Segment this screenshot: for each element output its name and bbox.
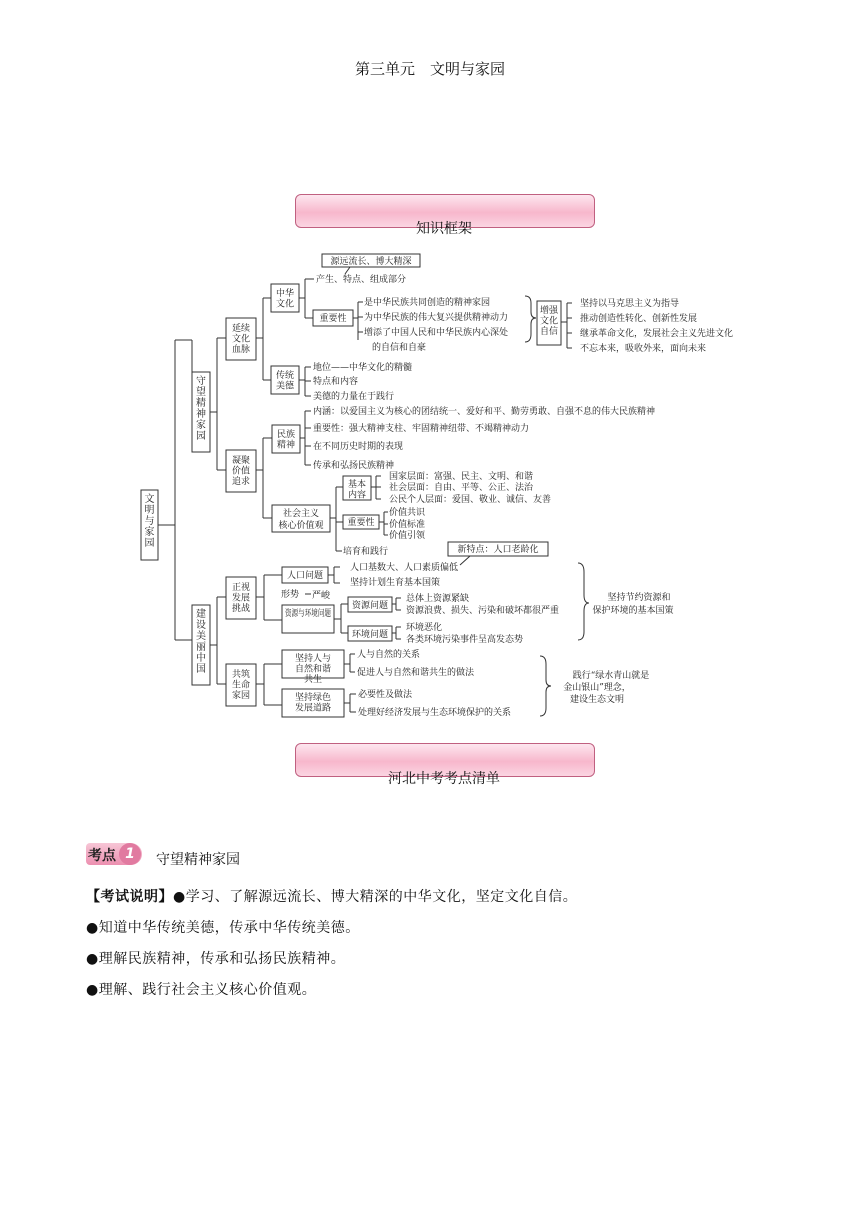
root-label: 文明与家园 xyxy=(144,494,155,549)
zh-note: 源远流长、博大精深 xyxy=(330,257,412,267)
basic-item-1: 国家层面：富强、民主、文明、和谐 xyxy=(389,472,534,482)
sh-label-1: 社会主义 xyxy=(282,509,320,519)
res-env-label: 资源与环境问题 xyxy=(285,609,349,619)
gz-practice-1: 践行“绿水青山就是 xyxy=(572,671,650,681)
green-item-1: 必要性及做法 xyxy=(358,690,413,700)
res-item-1: 总体上资源紧缺 xyxy=(406,594,470,604)
harmony-item-1: 人与自然的关系 xyxy=(357,650,421,660)
pop-item-2: 坚持计划生育基本国策 xyxy=(350,578,441,588)
zh-imp-4: 的自信和自豪 xyxy=(372,343,427,353)
zh-label: 中华文化 xyxy=(275,289,295,310)
conf-label: 增强文化自信 xyxy=(539,306,559,337)
zh-imp-3: 增添了中国人民和中华民族内心深处 xyxy=(364,328,509,338)
env-item-2: 各类环境污染事件呈高发态势 xyxy=(406,635,524,645)
conf-item-2: 推动创造性转化、创新性发展 xyxy=(580,314,698,324)
green-item-2: 处理好经济发展与生态环境保护的关系 xyxy=(358,708,512,718)
exam-explanation-line-2: ●知道中华传统美德，传承中华传统美德。 xyxy=(86,920,360,936)
sh-importance: 重要性 xyxy=(347,518,375,528)
exam-explanation-label: 【考试说明】 xyxy=(86,889,173,905)
ct-item-2: 特点和内容 xyxy=(313,377,359,387)
mz-item-1: 内涵：以爱国主义为核心的团结统一、爱好和平、勤劳勇敢、自强不息的伟大民族精神 xyxy=(313,407,656,417)
pop-label: 人口问题 xyxy=(286,571,324,581)
sh-label-2: 核心价值观 xyxy=(278,521,324,531)
c21-label: 正视发展挑战 xyxy=(231,583,251,614)
kaodian-badge-text: 考点 xyxy=(88,848,116,864)
framework-banner-label: 知识框架 xyxy=(416,221,472,237)
env-label: 环境问题 xyxy=(351,630,389,640)
conf-item-3: 继承革命文化，发展社会主义先进文化 xyxy=(580,329,734,339)
checklist-banner-label: 河北中考考点清单 xyxy=(388,771,500,787)
gz-practice-2: 金山银山”理念， xyxy=(563,683,631,693)
policy-line-2: 保护环境的基本国策 xyxy=(592,606,674,616)
branch1-label: 守望精神家园 xyxy=(196,376,206,442)
kaodian-badge-number: 1 xyxy=(119,843,141,865)
zh-importance: 重要性 xyxy=(319,314,347,324)
conf-item-1: 坚持以马克思主义为指导 xyxy=(580,299,680,309)
sh-practice: 培育和践行 xyxy=(343,547,389,557)
green-label: 坚持绿色发展道路 xyxy=(294,693,332,714)
mz-item-3: 在不同历史时期的表现 xyxy=(313,442,404,452)
exam-explanation-text-1: ●学习、了解源远流长、博大精深的中华文化，坚定文化自信。 xyxy=(173,889,578,905)
basic-item-2: 社会层面：自由、平等、公正、法治 xyxy=(389,483,534,493)
pop-item-1: 人口基数大、人口素质偏低 xyxy=(350,563,459,573)
res-item-2: 资源浪费、损失、污染和破坏都很严重 xyxy=(406,606,560,616)
zh-imp-1: 是中华民族共同创造的精神家园 xyxy=(364,298,491,308)
mz-item-4: 传承和弘扬民族精神 xyxy=(313,461,395,471)
c22-label: 共筑生命家园 xyxy=(231,670,251,701)
branch2-label: 建设美丽中国 xyxy=(196,609,206,675)
res-label: 资源问题 xyxy=(351,601,389,611)
situation-label: 形势 xyxy=(281,590,300,600)
exam-explanation-line-3: ●理解民族精神，传承和弘扬民族精神。 xyxy=(86,951,346,967)
policy-line-1: 坚持节约资源和 xyxy=(607,593,671,603)
ct-label: 传统美德 xyxy=(275,371,295,392)
mz-item-2: 重要性：强大精神支柱、牢固精神纽带、不竭精神动力 xyxy=(313,424,530,434)
exam-explanation-line-4: ●理解、践行社会主义核心价值观。 xyxy=(86,982,317,998)
unit-title: 第三单元 文明与家园 xyxy=(354,60,505,78)
mz-label: 民族精神 xyxy=(276,430,296,451)
basic-item-3: 公民个人层面：爱国、敬业、诚信、友善 xyxy=(389,495,552,505)
conf-item-4: 不忘本来，吸收外来，面向未来 xyxy=(580,344,707,354)
sh-imp-2: 价值标准 xyxy=(389,520,426,530)
harmony-label: 坚持人与自然和谐共生 xyxy=(294,654,332,685)
exam-explanation-line-1 xyxy=(86,886,577,906)
section-title: 守望精神家园 xyxy=(156,852,240,868)
new-note: 新特点：人口老龄化 xyxy=(457,545,539,555)
env-item-1: 环境恶化 xyxy=(406,623,443,633)
c11-label: 延续文化血脉 xyxy=(231,324,251,355)
sh-imp-3: 价值引领 xyxy=(389,531,426,541)
severe-label: 严峻 xyxy=(312,591,331,601)
ct-item-3: 美德的力量在于践行 xyxy=(313,392,395,402)
harmony-item-2: 促进人与自然和谐共生的做法 xyxy=(357,668,475,678)
zh-item-1: 产生、特点、组成部分 xyxy=(316,275,407,285)
basic-label: 基本内容 xyxy=(347,480,367,501)
c12-label: 凝聚价值追求 xyxy=(231,456,251,487)
sh-imp-1: 价值共识 xyxy=(389,508,426,518)
ct-item-1: 地位——中华文化的精髓 xyxy=(313,363,413,373)
zh-imp-2: 为中华民族的伟大复兴提供精神动力 xyxy=(364,313,509,323)
gz-practice-3: 建设生态文明 xyxy=(569,695,625,705)
